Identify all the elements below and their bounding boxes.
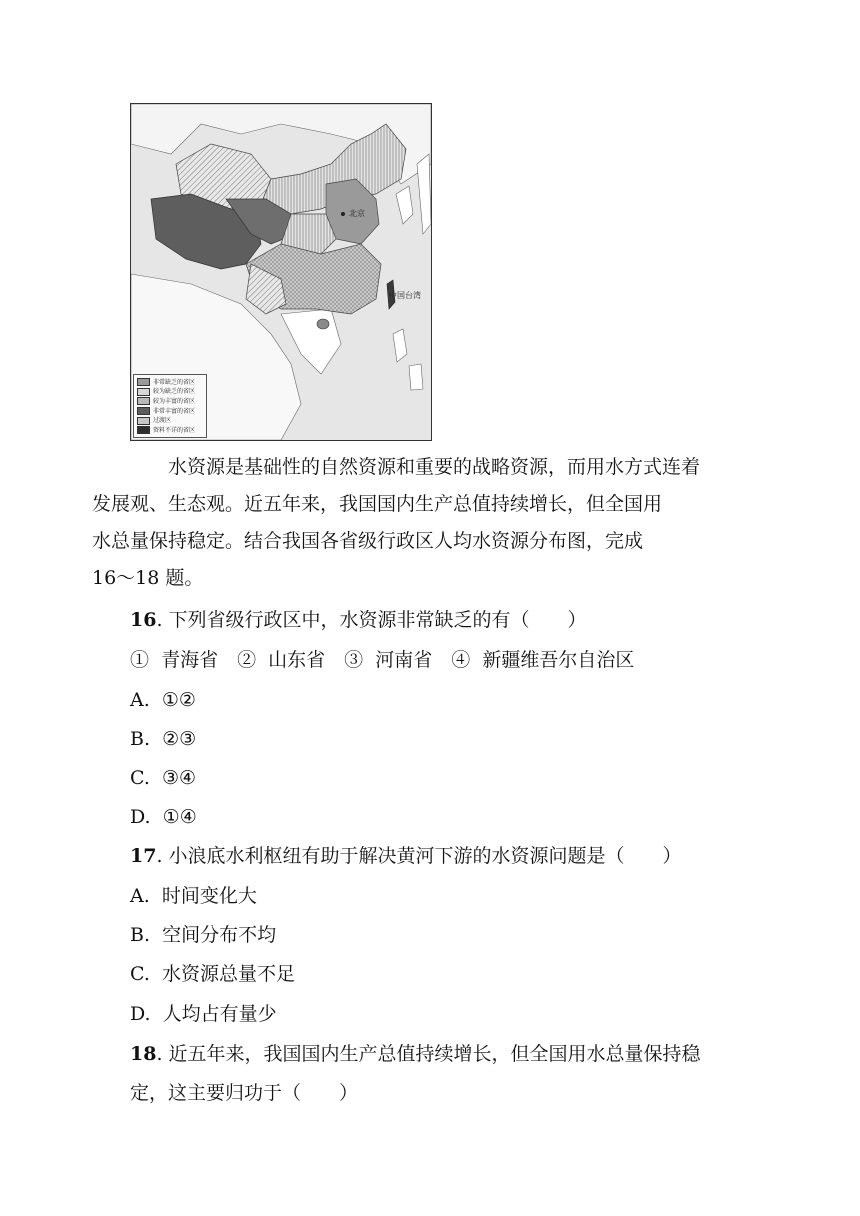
question-18-stem-continued: 定，这主要归功于（ ） (130, 1082, 359, 1104)
question-number: 17 (130, 845, 157, 867)
legend-swatch (137, 388, 150, 396)
question-17-stem (130, 842, 682, 870)
option-b[interactable]: B. ②③ (130, 728, 197, 750)
legend-item (137, 377, 203, 387)
question-text: . 下列省级行政区中，水资源非常缺乏的有（ ） (156, 609, 587, 631)
legend-swatch (137, 397, 150, 405)
map-label-taiwan: 中国台湾 (389, 291, 421, 300)
passage-line: 16～18 题。 (92, 567, 204, 589)
legend-item (137, 397, 203, 407)
legend-label: 非常缺乏的省区 (153, 378, 196, 386)
passage-line: 发展观、生态观。近五年来，我国国内生产总值持续增长，但全国用 (92, 493, 663, 515)
legend-label: 过渡区 (153, 417, 172, 425)
legend-item (137, 416, 203, 426)
option-a[interactable]: A. ①② (130, 689, 196, 711)
question-16-stem (130, 606, 587, 634)
question-18-stem (130, 1040, 701, 1068)
legend-swatch (137, 378, 150, 386)
legend-swatch (137, 426, 150, 434)
option-b[interactable]: B. 空间分布不均 (130, 924, 277, 946)
option-d[interactable]: D. ①④ (130, 806, 197, 828)
passage (92, 449, 750, 597)
legend-label: 非常丰富的省区 (153, 407, 196, 415)
option-a[interactable]: A. 时间变化大 (130, 885, 257, 907)
map-label-beijing: 北京 (349, 209, 365, 218)
option-c[interactable]: C. 水资源总量不足 (130, 963, 295, 985)
question-text: . 小浪底水利枢纽有助于解决黄河下游的水资源问题是（ ） (156, 845, 682, 867)
option-d[interactable]: D. 人均占有量少 (130, 1003, 277, 1025)
option-c[interactable]: C. ③④ (130, 767, 197, 789)
question-number: 18 (130, 1043, 157, 1065)
legend-item (137, 425, 203, 435)
legend-label: 资料不详的省区 (153, 426, 196, 434)
water-resources-map (130, 103, 432, 441)
legend-item (137, 406, 203, 416)
question-number: 16 (130, 609, 157, 631)
question-16-items: ① 青海省 ② 山东省 ③ 河南省 ④ 新疆维吾尔自治区 (130, 649, 635, 671)
legend-item (137, 387, 203, 397)
passage-line: 水资源是基础性的自然资源和重要的战略资源，而用水方式连着 (168, 456, 701, 478)
legend-label: 较为丰富的省区 (153, 397, 196, 405)
map-legend (133, 374, 207, 438)
legend-swatch (137, 407, 150, 415)
legend-swatch (137, 417, 150, 425)
legend-label: 较为缺乏的省区 (153, 388, 196, 396)
passage-line: 水总量保持稳定。结合我国各省级行政区人均水资源分布图，完成 (92, 530, 644, 552)
question-text: . 近五年来，我国国内生产总值持续增长，但全国用水总量保持稳 (156, 1043, 701, 1065)
